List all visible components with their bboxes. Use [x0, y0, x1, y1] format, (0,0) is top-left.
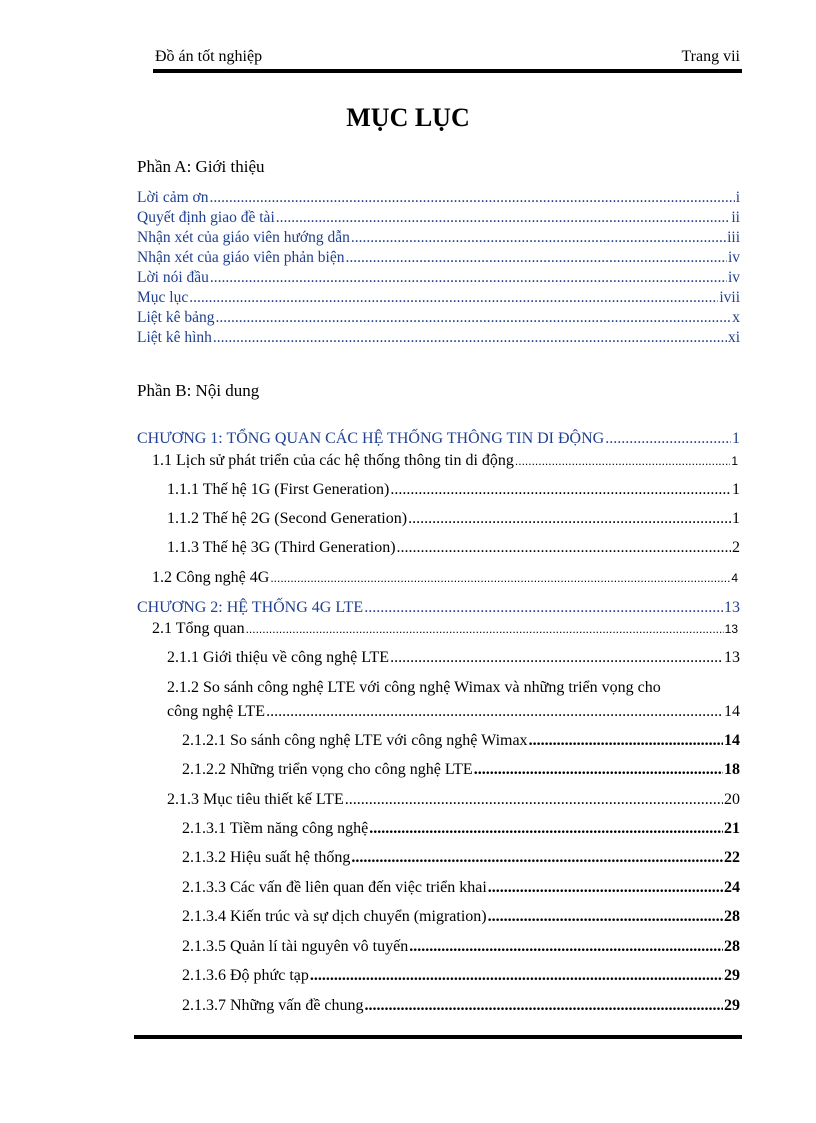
toc-entry[interactable] — [182, 938, 740, 956]
leader-dots — [605, 430, 731, 448]
leader-dots — [270, 571, 730, 585]
leader-dots — [345, 249, 726, 267]
toc-entry[interactable] — [137, 189, 740, 207]
toc-entry-page: 20 — [724, 791, 740, 808]
toc-entry[interactable] — [182, 820, 740, 838]
toc-entry-label: CHƯƠNG 1: TỔNG QUAN CÁC HỆ THỐNG THÔNG TIN DI ĐỘNG — [137, 430, 605, 447]
toc-entry-label: 1.1.2 Thế hệ 2G (Second Generation) — [167, 510, 408, 527]
toc-entry-page: 13 — [724, 599, 740, 616]
toc-entry-label: 1.1.1 Thế hệ 1G (First Generation) — [167, 481, 390, 498]
leader-dots — [351, 849, 723, 867]
toc-entry-page: 13 — [724, 622, 738, 636]
toc-entry-page: 28 — [724, 938, 740, 955]
toc-entry-page: iv — [727, 269, 740, 286]
leader-dots — [276, 209, 731, 227]
toc-entry-label: 2.1.3.3 Các vấn đề liên quan đến việc triển khai — [182, 879, 487, 896]
toc-entry[interactable] — [137, 309, 740, 327]
toc-entry-label: Liệt kê hình — [137, 329, 212, 346]
part-b-heading: Phần B: Nội dung — [137, 381, 260, 400]
toc-entry-label: 2.1.3.2 Hiệu suất hệ thống — [182, 849, 351, 866]
leader-dots — [409, 938, 723, 956]
leader-dots — [515, 454, 730, 468]
toc-entry-label: 1.2 Công nghệ 4G — [152, 569, 270, 586]
toc-entry-label: Nhận xét của giáo viên hướng dẫn — [137, 229, 350, 246]
toc-entry-label: Lời cảm ơn — [137, 189, 209, 206]
toc-entry-page: 1 — [732, 430, 740, 447]
toc-entry-page: ii — [731, 209, 740, 226]
toc-entry-label: 2.1.2.1 So sánh công nghệ LTE với công nghệ Wimax — [182, 732, 528, 749]
page-header — [155, 48, 740, 70]
toc-entry-page: i — [735, 189, 740, 206]
toc-entry-label: 1.1.3 Thế hệ 3G (Third Generation) — [167, 539, 396, 556]
toc-entry[interactable] — [167, 510, 740, 528]
toc-entry-page: 28 — [724, 908, 740, 925]
page-title: MỤC LỤC — [346, 103, 470, 132]
toc-entry-page: x — [732, 309, 740, 326]
toc-entry-label: 2.1.3.7 Những vấn đề chung — [182, 997, 364, 1014]
footer-rule — [134, 1035, 742, 1039]
toc-entry-label: Liệt kê bảng — [137, 309, 215, 326]
toc-entry[interactable] — [167, 649, 740, 667]
toc-entry-page: ivii — [719, 289, 740, 306]
toc-chapter-entry[interactable] — [137, 430, 740, 448]
header-rule — [153, 69, 742, 73]
toc-entry-label: 2.1.2.2 Những triển vọng cho công nghệ LTE — [182, 761, 473, 778]
toc-chapter-entry[interactable] — [137, 599, 740, 617]
toc-entry-label: Mục lục — [137, 289, 189, 306]
toc-entry[interactable] — [137, 329, 740, 347]
toc-entry-label: CHƯƠNG 2: HỆ THỐNG 4G LTE — [137, 599, 364, 616]
leader-dots — [189, 289, 718, 307]
leader-dots — [310, 967, 723, 985]
leader-dots — [390, 649, 723, 667]
toc-entry[interactable] — [182, 879, 740, 897]
toc-entry-label: 2.1.3.1 Tiềm năng công nghệ — [182, 820, 369, 837]
toc-entry[interactable] — [137, 229, 740, 247]
toc-entry-page: 1 — [732, 481, 740, 498]
toc-entry[interactable] — [137, 269, 740, 287]
toc-entry-label-line1[interactable]: 2.1.2 So sánh công nghệ LTE với công nghệ Wimax và những triển vọng cho — [167, 679, 661, 696]
toc-entry[interactable] — [152, 620, 738, 638]
toc-entry-label: 2.1.3.6 Độ phức tạp — [182, 967, 309, 984]
header-title: Đồ án tốt nghiệp — [155, 48, 263, 65]
toc-entry-label: 2.1.1 Giới thiệu về công nghệ LTE — [167, 649, 390, 666]
leader-dots — [345, 791, 723, 809]
toc-entry-page: 1 — [732, 510, 740, 527]
toc-entry-label: 2.1.3 Mục tiêu thiết kế LTE — [167, 791, 344, 808]
leader-dots — [369, 820, 723, 838]
leader-dots — [529, 732, 723, 750]
toc-entry-label: 1.1 Lịch sử phát triển của các hệ thống thông tin di động — [152, 452, 514, 469]
toc-entry[interactable] — [152, 452, 738, 470]
toc-entry-page: 14 — [724, 732, 740, 749]
leader-dots — [215, 309, 731, 327]
toc-entry-label: 2.1 Tổng quan — [152, 620, 245, 637]
leader-dots — [266, 703, 723, 721]
toc-entry-page: 29 — [724, 997, 740, 1014]
toc-entry[interactable] — [137, 289, 740, 307]
toc-entry[interactable] — [182, 997, 740, 1015]
leader-dots — [408, 510, 731, 528]
toc-entry-page: iii — [727, 229, 740, 246]
toc-entry-label: Lời nói đầu — [137, 269, 209, 286]
leader-dots — [364, 599, 723, 617]
toc-entry[interactable] — [182, 732, 740, 750]
leader-dots — [213, 329, 727, 347]
header-page-number: Trang vii — [681, 48, 740, 65]
toc-entry-page: 21 — [724, 820, 740, 837]
toc-entry-page: 29 — [724, 967, 740, 984]
toc-entry-page: 13 — [724, 649, 740, 666]
toc-entry[interactable] — [137, 249, 740, 267]
toc-entry-page: 14 — [724, 703, 740, 720]
leader-dots — [397, 539, 731, 557]
toc-entry[interactable] — [182, 967, 740, 985]
leader-dots — [474, 761, 723, 779]
toc-entry-page: 18 — [724, 761, 740, 778]
toc-entry[interactable] — [167, 791, 740, 809]
leader-dots — [488, 908, 723, 926]
leader-dots — [488, 879, 723, 897]
leader-dots — [209, 189, 734, 207]
leader-dots — [390, 481, 731, 499]
toc-entry[interactable] — [167, 481, 740, 499]
leader-dots — [365, 997, 723, 1015]
toc-entry-label: 2.1.3.5 Quản lí tài nguyên vô tuyến — [182, 938, 409, 955]
toc-entry-label: Quyết định giao đề tài — [137, 209, 275, 226]
leader-dots — [351, 229, 726, 247]
toc-entry-label: 2.1.3.4 Kiến trúc và sự dịch chuyển (migration) — [182, 908, 487, 925]
toc-entry[interactable] — [182, 761, 740, 779]
toc-entry[interactable] — [182, 849, 740, 867]
toc-entry-label: công nghệ LTE — [167, 703, 266, 720]
toc-entry-page: 1 — [731, 454, 738, 468]
toc-entry[interactable] — [152, 569, 738, 587]
toc-entry[interactable] — [182, 908, 740, 926]
part-a-heading: Phần A: Giới thiệu — [137, 157, 265, 176]
leader-dots — [246, 622, 724, 636]
toc-entry-page: 4 — [731, 571, 738, 585]
toc-entry-page: 2 — [732, 539, 740, 556]
toc-entry-page: 24 — [724, 879, 740, 896]
toc-entry-page: 22 — [724, 849, 740, 866]
toc-entry-page: xi — [727, 329, 740, 346]
toc-entry-page: iv — [727, 249, 740, 266]
toc-entry-label: Nhận xét của giáo viên phản biện — [137, 249, 345, 266]
toc-entry[interactable] — [137, 209, 740, 227]
toc-entry[interactable] — [167, 539, 740, 557]
toc-entry[interactable] — [167, 703, 740, 721]
leader-dots — [210, 269, 727, 287]
